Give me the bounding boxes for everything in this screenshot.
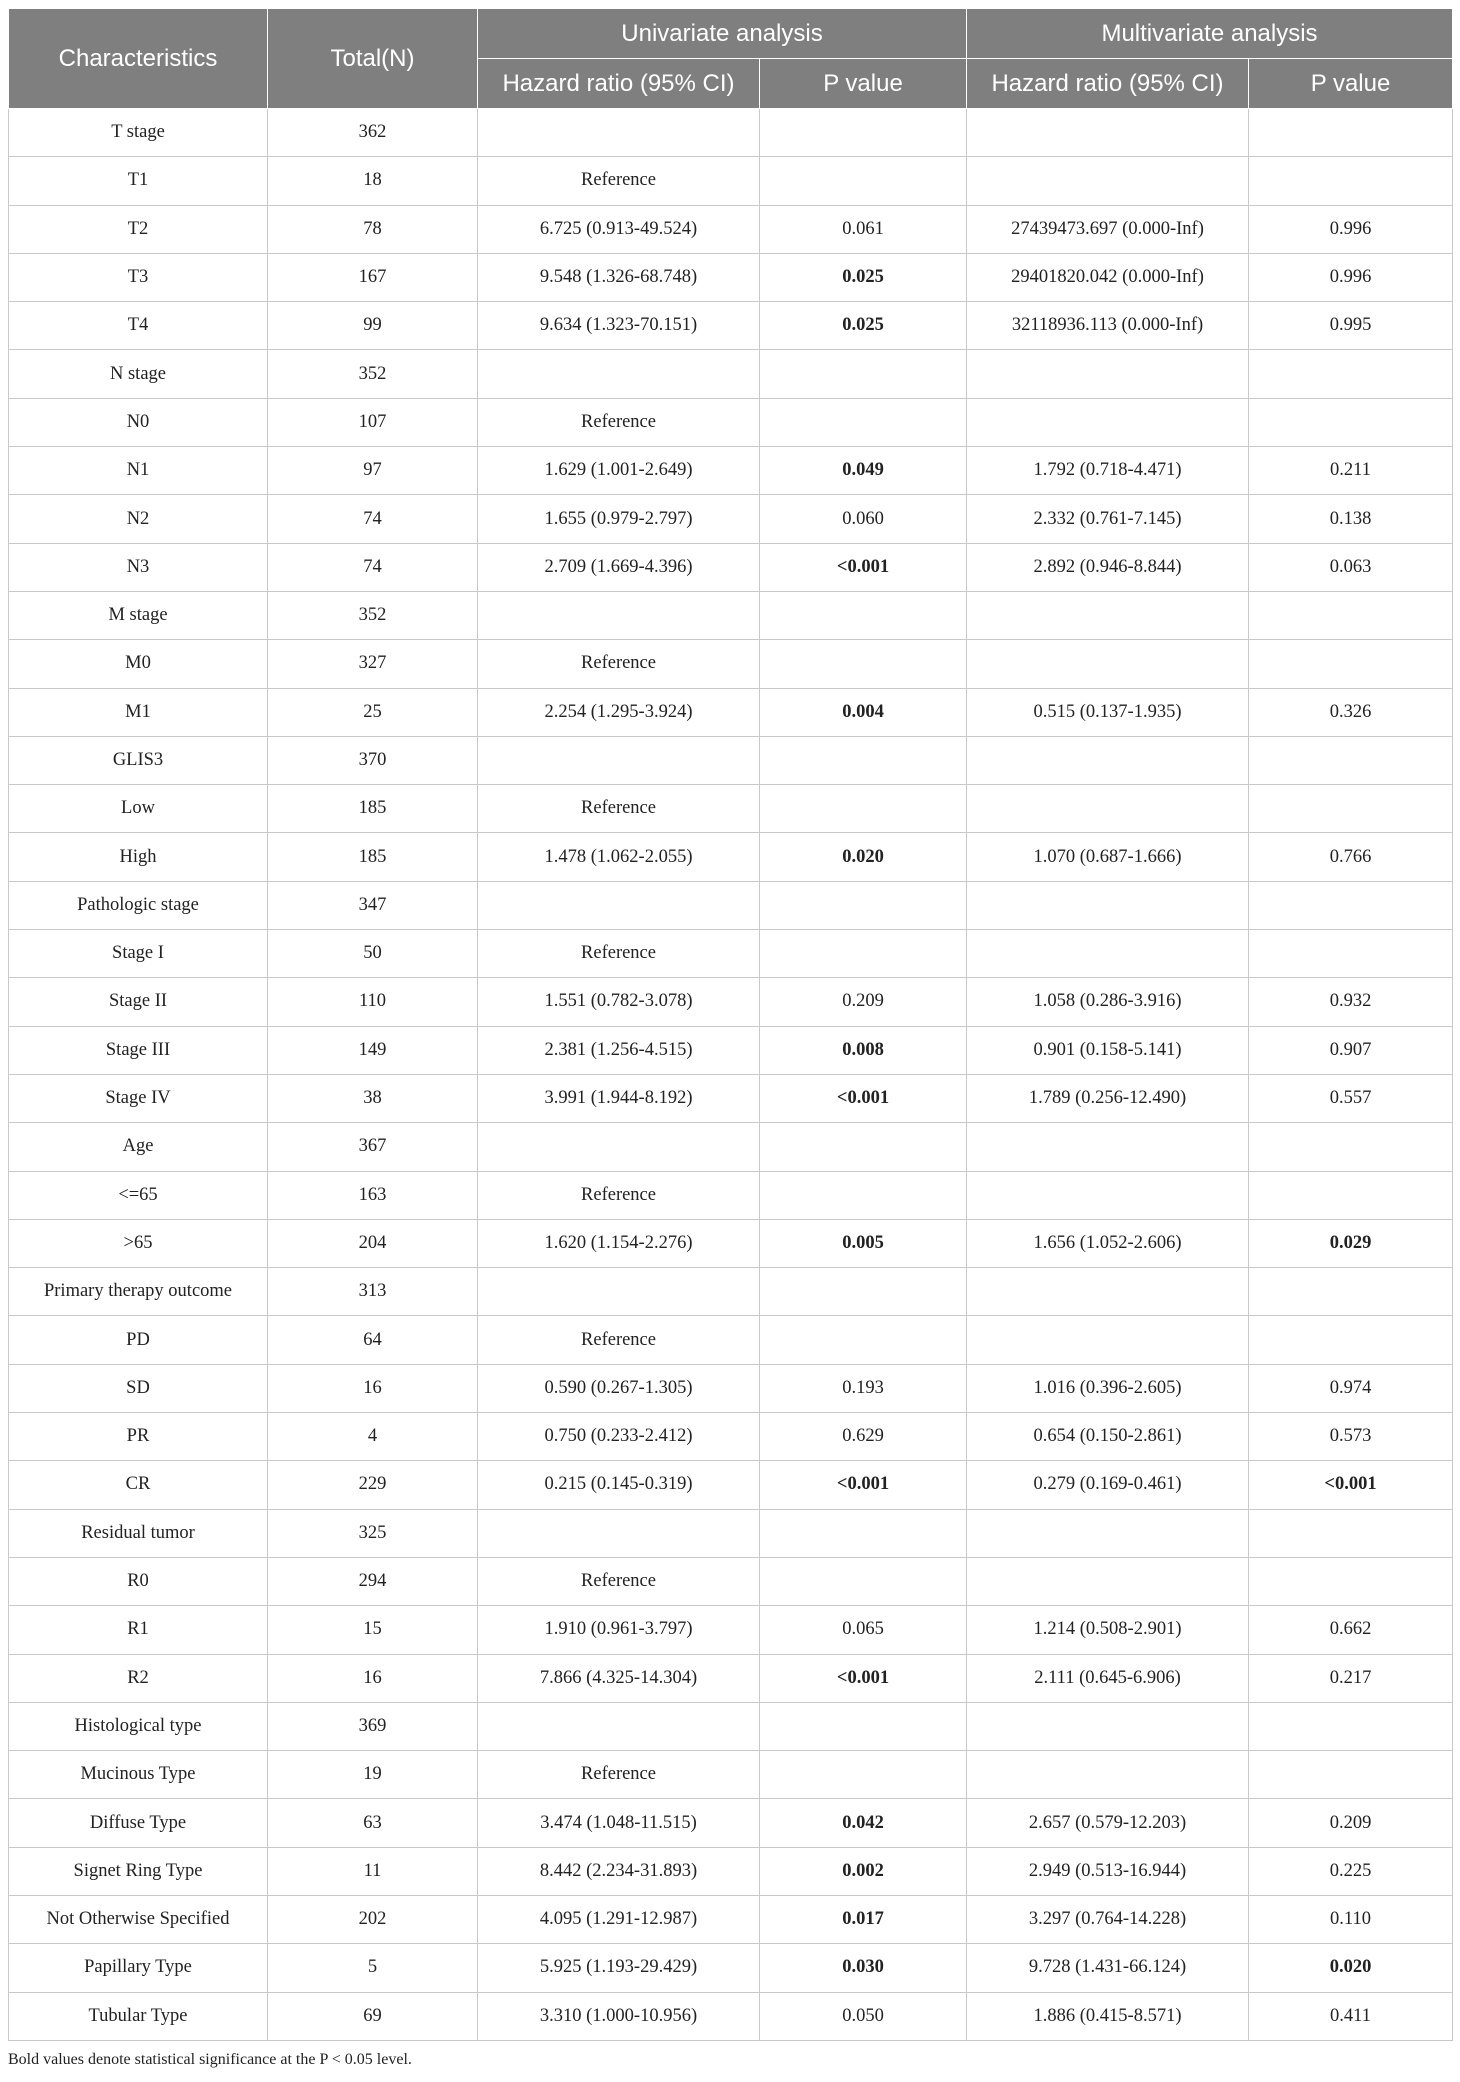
characteristic-cell: Age [9, 1123, 268, 1171]
multivariate-p-cell: 0.020 [1249, 1944, 1453, 1992]
multivariate-p-cell: 0.932 [1249, 978, 1453, 1026]
total-cell: 74 [268, 543, 478, 591]
multivariate-hr-cell: 9.728 (1.431-66.124) [967, 1944, 1249, 1992]
multivariate-p-cell: 0.974 [1249, 1364, 1453, 1412]
header-univariate-p: P value [760, 59, 967, 109]
univariate-p-cell [760, 109, 967, 157]
table-row [9, 1268, 1453, 1316]
univariate-hr-cell: 3.991 (1.944-8.192) [478, 1074, 760, 1122]
univariate-p-cell: 0.042 [760, 1799, 967, 1847]
univariate-hr-cell: 1.478 (1.062-2.055) [478, 833, 760, 881]
multivariate-hr-cell: 0.654 (0.150-2.861) [967, 1413, 1249, 1461]
multivariate-p-cell: 0.110 [1249, 1895, 1453, 1943]
multivariate-p-cell [1249, 398, 1453, 446]
univariate-p-cell [760, 1268, 967, 1316]
univariate-p-cell [760, 881, 967, 929]
multivariate-hr-cell: 0.515 (0.137-1.935) [967, 688, 1249, 736]
total-cell: 78 [268, 205, 478, 253]
total-cell: 204 [268, 1219, 478, 1267]
header-multivariate-p: P value [1249, 59, 1453, 109]
total-cell: 5 [268, 1944, 478, 1992]
multivariate-hr-cell [967, 1557, 1249, 1605]
multivariate-p-cell [1249, 736, 1453, 784]
univariate-p-cell [760, 1557, 967, 1605]
total-cell: 347 [268, 881, 478, 929]
univariate-hr-cell: 1.910 (0.961-3.797) [478, 1606, 760, 1654]
total-cell: 25 [268, 688, 478, 736]
total-cell: 38 [268, 1074, 478, 1122]
table-row [9, 350, 1453, 398]
univariate-hr-cell: 1.620 (1.154-2.276) [478, 1219, 760, 1267]
header-characteristics: Characteristics [9, 9, 268, 109]
univariate-p-cell: 0.025 [760, 302, 967, 350]
univariate-p-cell [760, 640, 967, 688]
multivariate-p-cell: 0.662 [1249, 1606, 1453, 1654]
table-row [9, 1074, 1453, 1122]
characteristic-cell: >65 [9, 1219, 268, 1267]
total-cell: 163 [268, 1171, 478, 1219]
table-row [9, 1364, 1453, 1412]
multivariate-p-cell: 0.209 [1249, 1799, 1453, 1847]
multivariate-hr-cell [967, 1171, 1249, 1219]
characteristic-cell: PD [9, 1316, 268, 1364]
multivariate-hr-cell [967, 640, 1249, 688]
univariate-hr-cell: 7.866 (4.325-14.304) [478, 1654, 760, 1702]
characteristic-cell: Histological type [9, 1702, 268, 1750]
univariate-hr-cell: 2.381 (1.256-4.515) [478, 1026, 760, 1074]
table-row [9, 1847, 1453, 1895]
table-row [9, 1799, 1453, 1847]
characteristic-cell: CR [9, 1461, 268, 1509]
univariate-p-cell: 0.060 [760, 495, 967, 543]
univariate-p-cell [760, 591, 967, 639]
multivariate-hr-cell [967, 930, 1249, 978]
univariate-hr-cell: 2.254 (1.295-3.924) [478, 688, 760, 736]
characteristic-cell: Not Otherwise Specified [9, 1895, 268, 1943]
table-row [9, 495, 1453, 543]
table-row [9, 398, 1453, 446]
multivariate-hr-cell: 3.297 (0.764-14.228) [967, 1895, 1249, 1943]
univariate-p-cell: 0.065 [760, 1606, 967, 1654]
table-row [9, 591, 1453, 639]
table-row [9, 1026, 1453, 1074]
univariate-hr-cell: 1.655 (0.979-2.797) [478, 495, 760, 543]
multivariate-p-cell: 0.996 [1249, 205, 1453, 253]
table-row [9, 1461, 1453, 1509]
table-row [9, 930, 1453, 978]
characteristic-cell: T stage [9, 109, 268, 157]
total-cell: 229 [268, 1461, 478, 1509]
univariate-hr-cell: 0.215 (0.145-0.319) [478, 1461, 760, 1509]
header-multivariate-hr: Hazard ratio (95% CI) [967, 59, 1249, 109]
total-cell: 313 [268, 1268, 478, 1316]
univariate-p-cell: 0.629 [760, 1413, 967, 1461]
univariate-p-cell [760, 785, 967, 833]
multivariate-hr-cell: 2.111 (0.645-6.906) [967, 1654, 1249, 1702]
univariate-p-cell [760, 350, 967, 398]
total-cell: 16 [268, 1654, 478, 1702]
table-row [9, 640, 1453, 688]
total-cell: 69 [268, 1992, 478, 2040]
univariate-hr-cell [478, 1268, 760, 1316]
univariate-p-cell [760, 930, 967, 978]
characteristic-cell: N3 [9, 543, 268, 591]
footnote: Bold values denote statistical significance at the P < 0.05 level. [8, 2051, 412, 2068]
univariate-hr-cell: Reference [478, 785, 760, 833]
total-cell: 110 [268, 978, 478, 1026]
header-total: Total(N) [268, 9, 478, 109]
total-cell: 19 [268, 1751, 478, 1799]
multivariate-hr-cell [967, 591, 1249, 639]
univariate-hr-cell: 8.442 (2.234-31.893) [478, 1847, 760, 1895]
univariate-hr-cell [478, 736, 760, 784]
univariate-p-cell: 0.030 [760, 1944, 967, 1992]
univariate-p-cell [760, 1123, 967, 1171]
characteristic-cell: Stage IV [9, 1074, 268, 1122]
univariate-hr-cell: 1.629 (1.001-2.649) [478, 447, 760, 495]
total-cell: 167 [268, 253, 478, 301]
total-cell: 149 [268, 1026, 478, 1074]
multivariate-p-cell [1249, 1509, 1453, 1557]
total-cell: 15 [268, 1606, 478, 1654]
multivariate-p-cell [1249, 1171, 1453, 1219]
characteristic-cell: Residual tumor [9, 1509, 268, 1557]
multivariate-p-cell: 0.907 [1249, 1026, 1453, 1074]
multivariate-hr-cell: 32118936.113 (0.000-Inf) [967, 302, 1249, 350]
univariate-hr-cell: Reference [478, 398, 760, 446]
univariate-hr-cell [478, 109, 760, 157]
characteristic-cell: T4 [9, 302, 268, 350]
characteristic-cell: Diffuse Type [9, 1799, 268, 1847]
multivariate-p-cell: 0.138 [1249, 495, 1453, 543]
characteristic-cell: N0 [9, 398, 268, 446]
multivariate-p-cell: 0.029 [1249, 1219, 1453, 1267]
characteristic-cell: GLIS3 [9, 736, 268, 784]
multivariate-p-cell [1249, 1557, 1453, 1605]
total-cell: 327 [268, 640, 478, 688]
table-row [9, 205, 1453, 253]
multivariate-p-cell: 0.225 [1249, 1847, 1453, 1895]
multivariate-hr-cell: 29401820.042 (0.000-Inf) [967, 253, 1249, 301]
univariate-hr-cell [478, 350, 760, 398]
multivariate-p-cell: <0.001 [1249, 1461, 1453, 1509]
characteristic-cell: M stage [9, 591, 268, 639]
table-row [9, 1895, 1453, 1943]
univariate-p-cell: 0.002 [760, 1847, 967, 1895]
multivariate-hr-cell: 1.792 (0.718-4.471) [967, 447, 1249, 495]
multivariate-hr-cell [967, 1751, 1249, 1799]
univariate-p-cell: 0.025 [760, 253, 967, 301]
multivariate-hr-cell [967, 1509, 1249, 1557]
univariate-hr-cell [478, 1702, 760, 1750]
table-row [9, 157, 1453, 205]
multivariate-p-cell: 0.557 [1249, 1074, 1453, 1122]
univariate-p-cell: 0.050 [760, 1992, 967, 2040]
table-row [9, 302, 1453, 350]
table-row [9, 1123, 1453, 1171]
characteristic-cell: R0 [9, 1557, 268, 1605]
multivariate-p-cell [1249, 350, 1453, 398]
univariate-hr-cell: 0.590 (0.267-1.305) [478, 1364, 760, 1412]
header-multivariate: Multivariate analysis [967, 9, 1453, 59]
total-cell: 107 [268, 398, 478, 446]
univariate-p-cell [760, 736, 967, 784]
univariate-p-cell: 0.020 [760, 833, 967, 881]
table-body [9, 109, 1453, 2041]
multivariate-p-cell: 0.766 [1249, 833, 1453, 881]
table-row [9, 1557, 1453, 1605]
multivariate-hr-cell [967, 1702, 1249, 1750]
univariate-hr-cell: 1.551 (0.782-3.078) [478, 978, 760, 1026]
univariate-p-cell [760, 1702, 967, 1750]
characteristic-cell: SD [9, 1364, 268, 1412]
table-row [9, 785, 1453, 833]
univariate-p-cell [760, 1171, 967, 1219]
characteristic-cell: Low [9, 785, 268, 833]
multivariate-p-cell [1249, 109, 1453, 157]
multivariate-p-cell: 0.217 [1249, 1654, 1453, 1702]
table-row [9, 1171, 1453, 1219]
univariate-hr-cell [478, 881, 760, 929]
multivariate-hr-cell: 1.886 (0.415-8.571) [967, 1992, 1249, 2040]
multivariate-p-cell [1249, 157, 1453, 205]
total-cell: 74 [268, 495, 478, 543]
total-cell: 16 [268, 1364, 478, 1412]
characteristic-cell: Stage III [9, 1026, 268, 1074]
total-cell: 97 [268, 447, 478, 495]
multivariate-hr-cell [967, 398, 1249, 446]
univariate-p-cell: 0.005 [760, 1219, 967, 1267]
multivariate-hr-cell: 1.789 (0.256-12.490) [967, 1074, 1249, 1122]
table-row [9, 1219, 1453, 1267]
univariate-p-cell [760, 1509, 967, 1557]
multivariate-p-cell [1249, 930, 1453, 978]
univariate-p-cell [760, 157, 967, 205]
multivariate-p-cell [1249, 1268, 1453, 1316]
univariate-hr-cell: 9.548 (1.326-68.748) [478, 253, 760, 301]
table-container [8, 8, 1452, 2041]
multivariate-hr-cell [967, 350, 1249, 398]
total-cell: 99 [268, 302, 478, 350]
characteristic-cell: N2 [9, 495, 268, 543]
multivariate-hr-cell [967, 109, 1249, 157]
multivariate-p-cell [1249, 1702, 1453, 1750]
characteristic-cell: Pathologic stage [9, 881, 268, 929]
univariate-p-cell [760, 1751, 967, 1799]
total-cell: 185 [268, 785, 478, 833]
multivariate-p-cell: 0.411 [1249, 1992, 1453, 2040]
univariate-p-cell: 0.209 [760, 978, 967, 1026]
table-row [9, 1944, 1453, 1992]
multivariate-hr-cell: 1.070 (0.687-1.666) [967, 833, 1249, 881]
multivariate-p-cell: 0.573 [1249, 1413, 1453, 1461]
table-row [9, 1606, 1453, 1654]
multivariate-hr-cell: 2.332 (0.761-7.145) [967, 495, 1249, 543]
univariate-p-cell [760, 398, 967, 446]
characteristic-cell: N stage [9, 350, 268, 398]
total-cell: 352 [268, 591, 478, 639]
multivariate-p-cell: 0.063 [1249, 543, 1453, 591]
characteristic-cell: Signet Ring Type [9, 1847, 268, 1895]
multivariate-p-cell [1249, 881, 1453, 929]
total-cell: 50 [268, 930, 478, 978]
univariate-hr-cell [478, 591, 760, 639]
univariate-p-cell: <0.001 [760, 543, 967, 591]
multivariate-hr-cell [967, 1316, 1249, 1364]
total-cell: 367 [268, 1123, 478, 1171]
univariate-hr-cell: 4.095 (1.291-12.987) [478, 1895, 760, 1943]
univariate-hr-cell: 2.709 (1.669-4.396) [478, 543, 760, 591]
multivariate-hr-cell: 2.657 (0.579-12.203) [967, 1799, 1249, 1847]
table-row [9, 447, 1453, 495]
univariate-hr-cell: 6.725 (0.913-49.524) [478, 205, 760, 253]
multivariate-hr-cell [967, 157, 1249, 205]
table-row [9, 881, 1453, 929]
total-cell: 362 [268, 109, 478, 157]
table-row [9, 736, 1453, 784]
univariate-p-cell: 0.017 [760, 1895, 967, 1943]
characteristic-cell: High [9, 833, 268, 881]
table-row [9, 253, 1453, 301]
characteristic-cell: R2 [9, 1654, 268, 1702]
univariate-p-cell: 0.004 [760, 688, 967, 736]
multivariate-p-cell: 0.211 [1249, 447, 1453, 495]
univariate-p-cell: <0.001 [760, 1461, 967, 1509]
characteristic-cell: T3 [9, 253, 268, 301]
table-row [9, 1654, 1453, 1702]
characteristic-cell: Stage II [9, 978, 268, 1026]
univariate-hr-cell: 5.925 (1.193-29.429) [478, 1944, 760, 1992]
univariate-p-cell: 0.193 [760, 1364, 967, 1412]
characteristic-cell: PR [9, 1413, 268, 1461]
characteristic-cell: <=65 [9, 1171, 268, 1219]
table-row [9, 109, 1453, 157]
multivariate-p-cell [1249, 1123, 1453, 1171]
total-cell: 325 [268, 1509, 478, 1557]
total-cell: 369 [268, 1702, 478, 1750]
table-row [9, 1702, 1453, 1750]
multivariate-p-cell [1249, 785, 1453, 833]
multivariate-hr-cell: 27439473.697 (0.000-Inf) [967, 205, 1249, 253]
characteristic-cell: M1 [9, 688, 268, 736]
univariate-p-cell: 0.049 [760, 447, 967, 495]
table-row [9, 1413, 1453, 1461]
multivariate-hr-cell [967, 1268, 1249, 1316]
multivariate-p-cell [1249, 1751, 1453, 1799]
table-row [9, 1751, 1453, 1799]
table-row [9, 833, 1453, 881]
multivariate-p-cell [1249, 1316, 1453, 1364]
total-cell: 18 [268, 157, 478, 205]
multivariate-hr-cell: 1.016 (0.396-2.605) [967, 1364, 1249, 1412]
univariate-p-cell: <0.001 [760, 1654, 967, 1702]
univariate-p-cell: <0.001 [760, 1074, 967, 1122]
multivariate-hr-cell [967, 1123, 1249, 1171]
total-cell: 294 [268, 1557, 478, 1605]
univariate-p-cell: 0.061 [760, 205, 967, 253]
characteristic-cell: N1 [9, 447, 268, 495]
total-cell: 202 [268, 1895, 478, 1943]
univariate-p-cell [760, 1316, 967, 1364]
univariate-hr-cell: Reference [478, 1557, 760, 1605]
multivariate-p-cell: 0.995 [1249, 302, 1453, 350]
total-cell: 370 [268, 736, 478, 784]
univariate-hr-cell: 0.750 (0.233-2.412) [478, 1413, 760, 1461]
univariate-hr-cell: Reference [478, 640, 760, 688]
characteristic-cell: T2 [9, 205, 268, 253]
univariate-hr-cell: Reference [478, 930, 760, 978]
multivariate-hr-cell: 1.058 (0.286-3.916) [967, 978, 1249, 1026]
multivariate-hr-cell: 2.949 (0.513-16.944) [967, 1847, 1249, 1895]
multivariate-hr-cell: 2.892 (0.946-8.844) [967, 543, 1249, 591]
univariate-hr-cell [478, 1123, 760, 1171]
characteristic-cell: Tubular Type [9, 1992, 268, 2040]
table-row [9, 1316, 1453, 1364]
table-row [9, 543, 1453, 591]
univariate-hr-cell: Reference [478, 157, 760, 205]
multivariate-hr-cell: 0.901 (0.158-5.141) [967, 1026, 1249, 1074]
multivariate-hr-cell [967, 785, 1249, 833]
characteristic-cell: M0 [9, 640, 268, 688]
univariate-hr-cell: 3.310 (1.000-10.956) [478, 1992, 760, 2040]
table-row [9, 1992, 1453, 2040]
total-cell: 352 [268, 350, 478, 398]
header-univariate-hr: Hazard ratio (95% CI) [478, 59, 760, 109]
characteristic-cell: Stage I [9, 930, 268, 978]
header-univariate: Univariate analysis [478, 9, 967, 59]
characteristic-cell: Mucinous Type [9, 1751, 268, 1799]
univariate-hr-cell: 9.634 (1.323-70.151) [478, 302, 760, 350]
multivariate-hr-cell [967, 736, 1249, 784]
multivariate-hr-cell: 1.656 (1.052-2.606) [967, 1219, 1249, 1267]
univariate-p-cell: 0.008 [760, 1026, 967, 1074]
univariate-hr-cell: Reference [478, 1171, 760, 1219]
multivariate-p-cell: 0.996 [1249, 253, 1453, 301]
table-row [9, 688, 1453, 736]
univariate-hr-cell [478, 1509, 760, 1557]
multivariate-p-cell [1249, 591, 1453, 639]
total-cell: 11 [268, 1847, 478, 1895]
multivariate-p-cell [1249, 640, 1453, 688]
univariate-hr-cell: 3.474 (1.048-11.515) [478, 1799, 760, 1847]
multivariate-hr-cell [967, 881, 1249, 929]
characteristic-cell: Papillary Type [9, 1944, 268, 1992]
characteristic-cell: Primary therapy outcome [9, 1268, 268, 1316]
hazard-ratio-table [8, 8, 1453, 2041]
total-cell: 4 [268, 1413, 478, 1461]
characteristic-cell: R1 [9, 1606, 268, 1654]
characteristic-cell: T1 [9, 157, 268, 205]
univariate-hr-cell: Reference [478, 1751, 760, 1799]
multivariate-hr-cell: 0.279 (0.169-0.461) [967, 1461, 1249, 1509]
total-cell: 63 [268, 1799, 478, 1847]
univariate-hr-cell: Reference [478, 1316, 760, 1364]
total-cell: 185 [268, 833, 478, 881]
multivariate-hr-cell: 1.214 (0.508-2.901) [967, 1606, 1249, 1654]
total-cell: 64 [268, 1316, 478, 1364]
table-row [9, 1509, 1453, 1557]
table-row [9, 978, 1453, 1026]
multivariate-p-cell: 0.326 [1249, 688, 1453, 736]
